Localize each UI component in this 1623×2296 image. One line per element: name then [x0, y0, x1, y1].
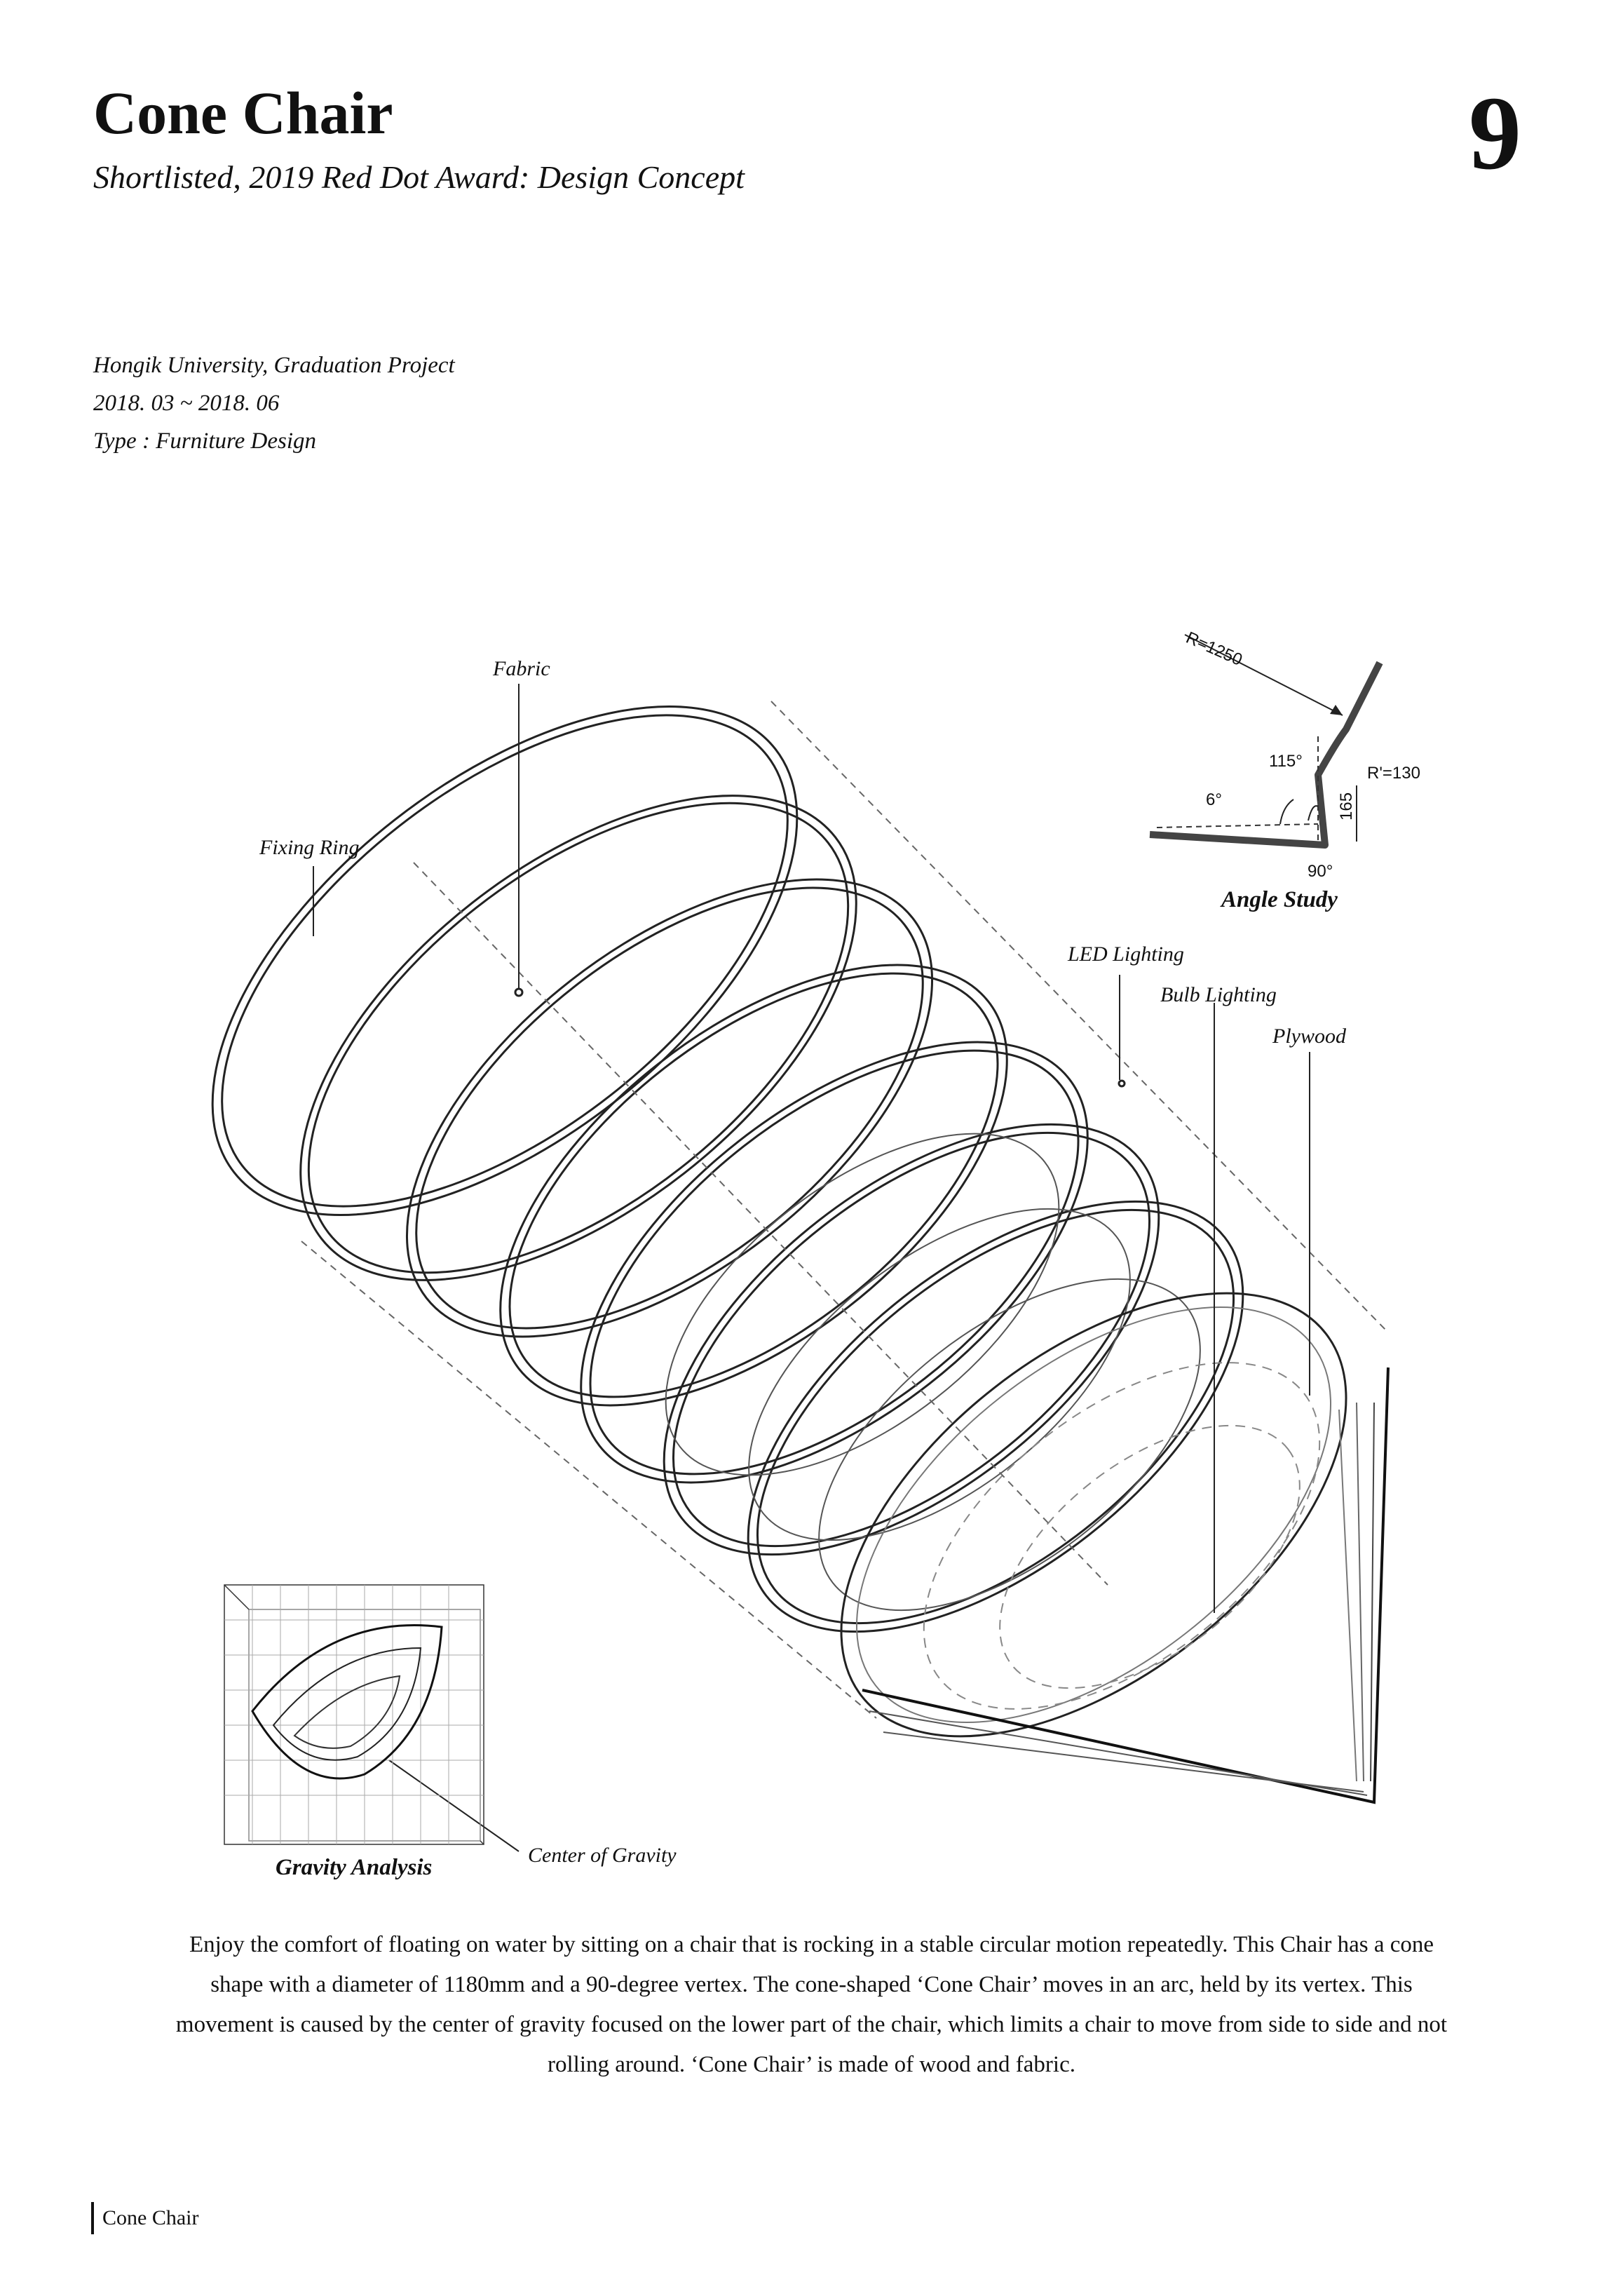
page-title: Cone Chair — [93, 79, 393, 147]
height-165-label: 165 — [1337, 792, 1356, 821]
project-school: Hongik University, Graduation Project — [93, 353, 455, 378]
ring-layer-3 — [327, 791, 1012, 1425]
leader-lines — [313, 684, 1310, 1851]
page-number: 9 — [1469, 75, 1521, 191]
ring-layer-7 — [674, 1119, 1318, 1715]
project-type: Type : Furniture Design — [93, 428, 317, 454]
fabric-layer — [216, 702, 942, 1375]
label-fabric: Fabric — [493, 657, 550, 680]
label-fixing-ring: Fixing Ring — [259, 836, 360, 859]
description-paragraph: Enjoy the comfort of floating on water by sitting on a chair that is rocking in a stable circular motion repeatedly. This Chair has a cone shape with a diameter of 1180mm and a 90-degree vertex. The cone-shaped ‘Cone Chair’ moves in an arc, held by its vertex. This movement is caused by the center of gravity focused on the lower part of the chair, which limits a chair to move from side to side and not rolling around. ‘Cone Chair’ is made of wood and fabric. — [175, 1932, 1448, 2077]
inner-frames — [606, 1068, 1257, 1674]
angle-115-label: 115° — [1269, 752, 1303, 771]
label-center-of-gravity: Center of Gravity — [528, 1844, 677, 1867]
label-plywood: Plywood — [1272, 1025, 1346, 1048]
project-period: 2018. 03 ~ 2018. 06 — [93, 391, 280, 416]
fixing-ring — [124, 608, 885, 1313]
ring-layer-4 — [424, 880, 1084, 1490]
award-subtitle: Shortlisted, 2019 Red Dot Award: Design Concept — [93, 159, 745, 195]
led-ring — [505, 957, 1164, 1567]
radius-small-label: R'=130 — [1367, 764, 1420, 783]
angle-90-label: 90° — [1308, 862, 1333, 881]
cone-body — [762, 1206, 1425, 1823]
ring-layer-6 — [590, 1041, 1234, 1637]
label-bulb-lighting: Bulb Lighting — [1160, 983, 1277, 1006]
gravity-analysis-title: Gravity Analysis — [276, 1855, 433, 1880]
fabric-anchor-dot — [515, 989, 522, 996]
angle-study-labels — [1183, 628, 1420, 912]
label-led-lighting: LED Lighting — [1068, 943, 1184, 966]
angle-6-label: 6° — [1206, 790, 1222, 809]
angle-study-title: Angle Study — [1221, 887, 1338, 912]
footer-label: Cone Chair — [91, 2202, 198, 2234]
gravity-cube — [224, 1585, 484, 1844]
led-anchor-dot — [1119, 1081, 1125, 1086]
radius-label: R=1250 — [1183, 628, 1245, 670]
